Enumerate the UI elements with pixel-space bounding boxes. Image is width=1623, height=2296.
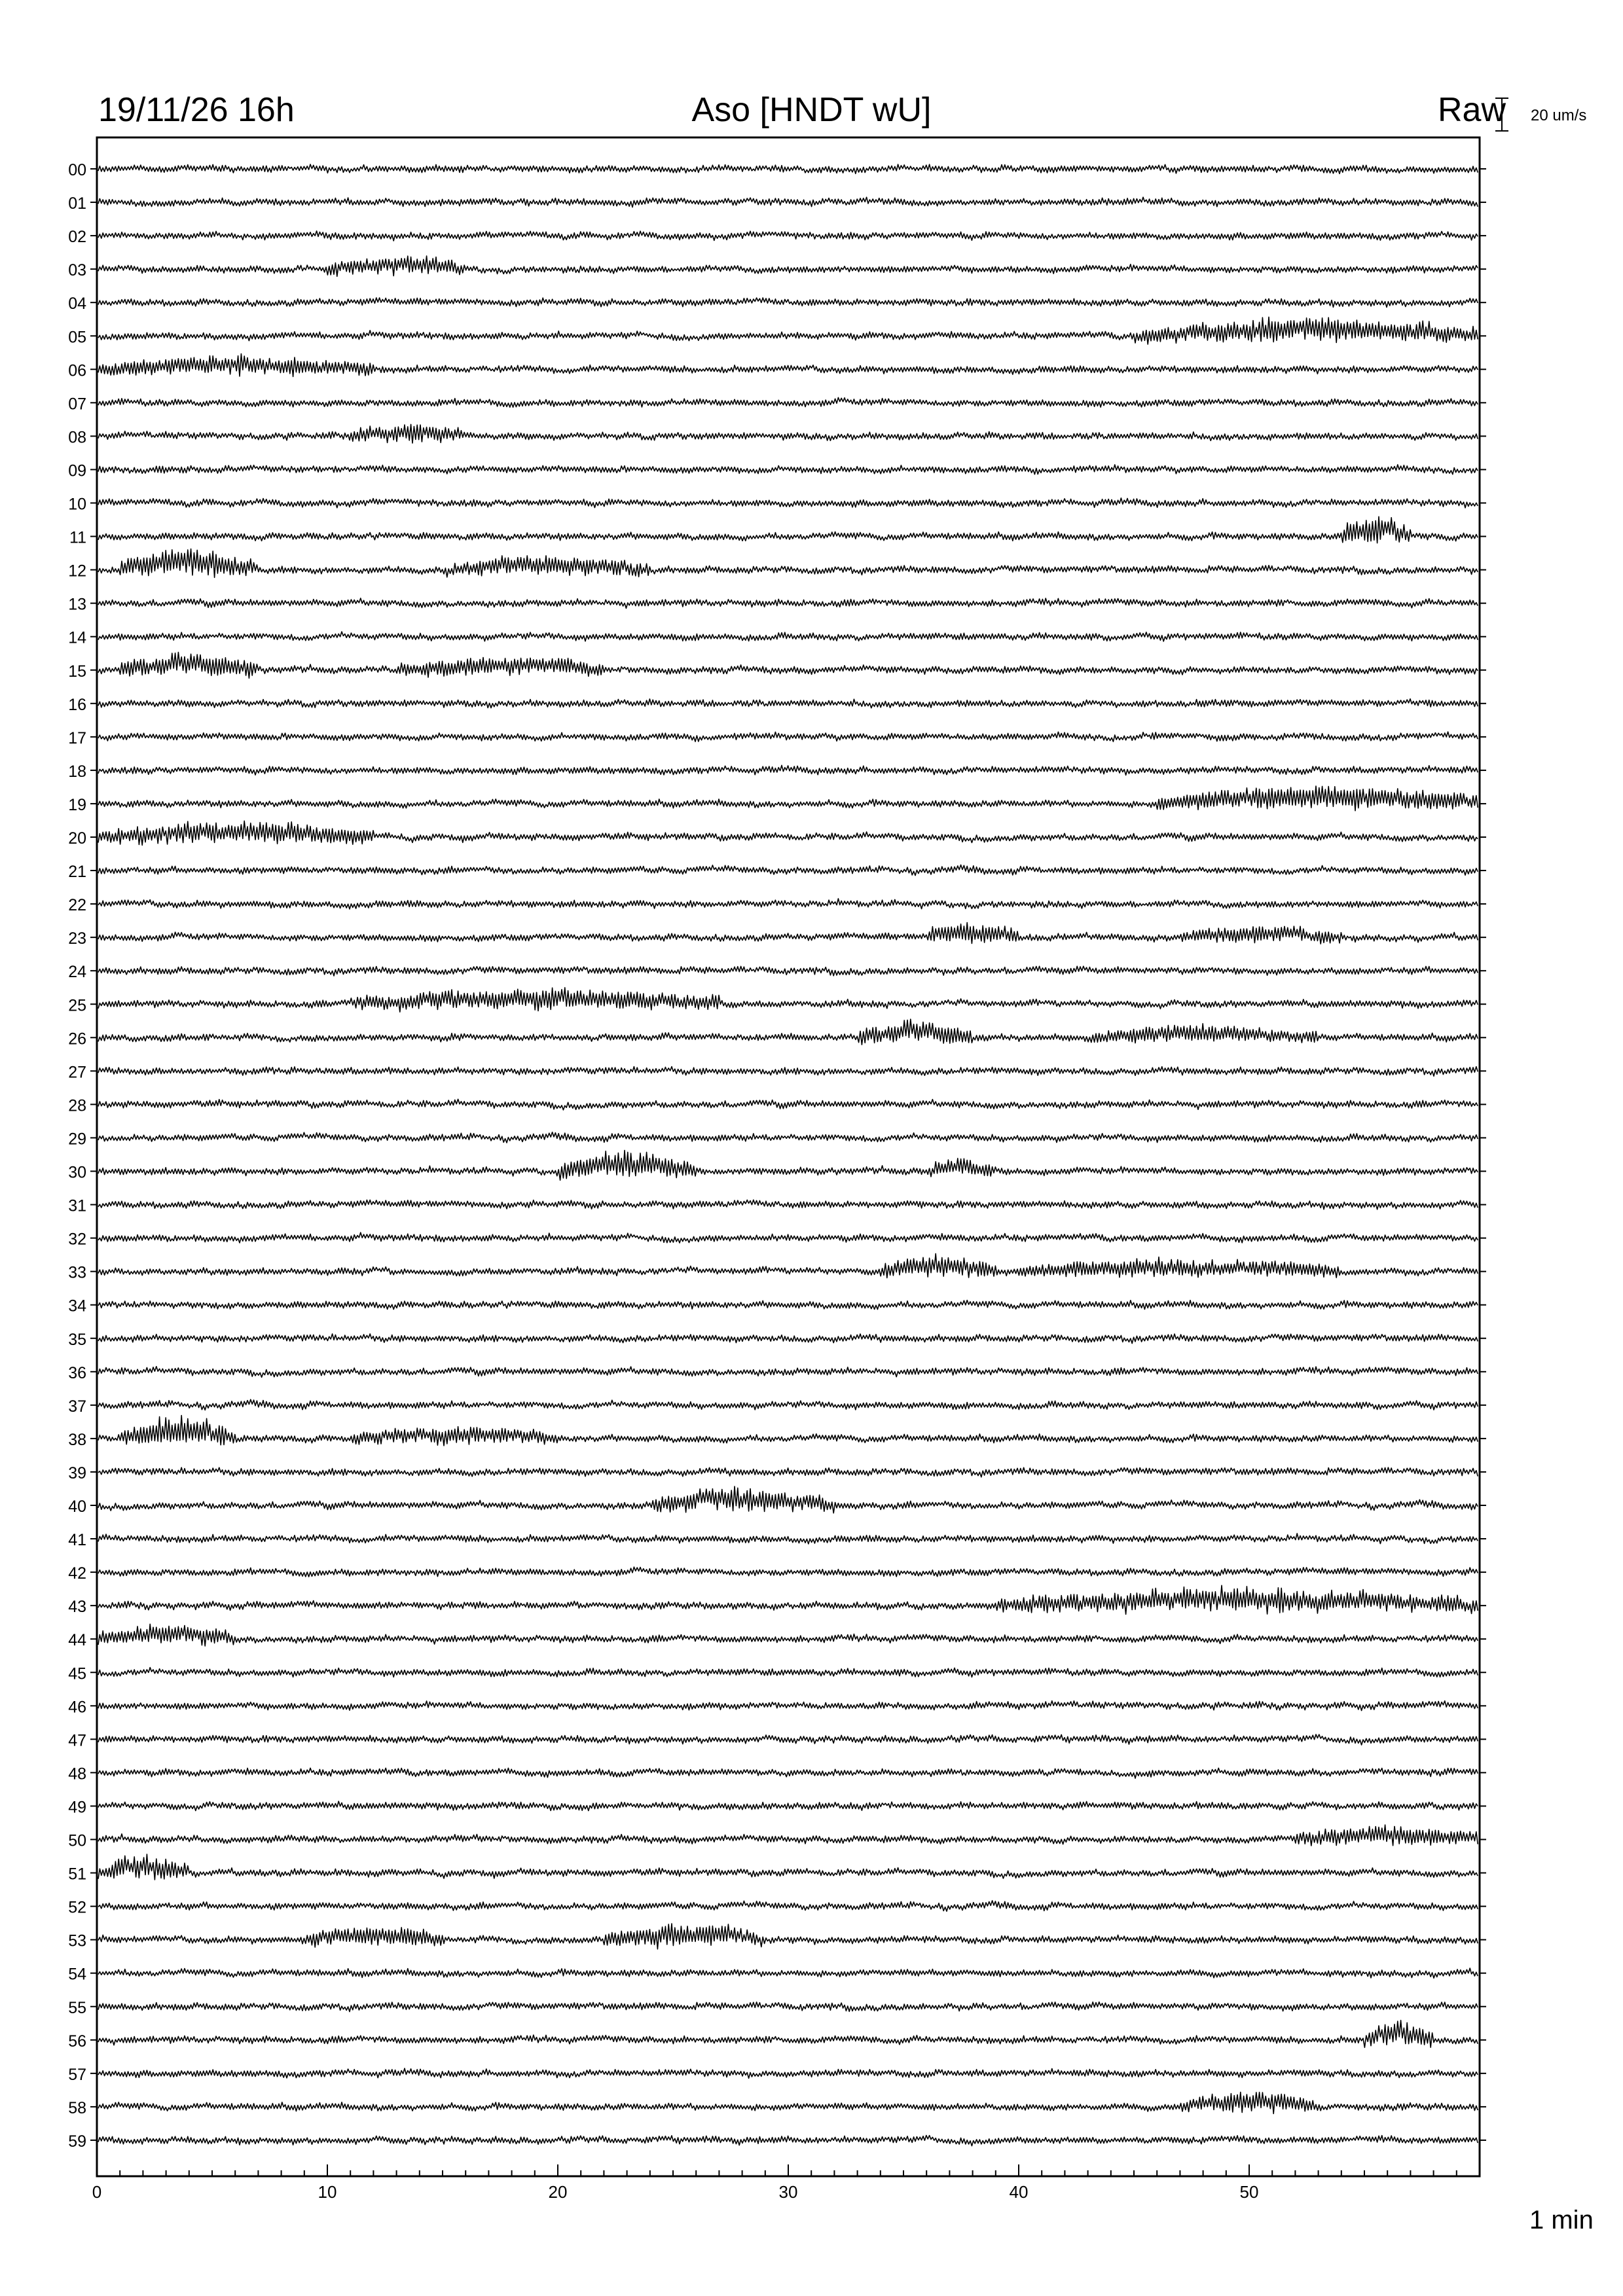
trace-row-27 bbox=[98, 1067, 1478, 1077]
row-label-05: 05 bbox=[68, 328, 86, 347]
row-label-58: 58 bbox=[68, 2098, 86, 2117]
trace-row-48 bbox=[98, 1768, 1478, 1778]
row-label-39: 39 bbox=[68, 1463, 86, 1482]
trace-row-39 bbox=[98, 1467, 1478, 1477]
row-label-14: 14 bbox=[68, 628, 86, 647]
x-tick-label: 50 bbox=[1239, 2182, 1259, 2202]
trace-row-22 bbox=[98, 899, 1478, 909]
x-axis-unit-label: 1 min bbox=[1529, 2206, 1594, 2234]
trace-row-56 bbox=[98, 2020, 1478, 2048]
trace-row-41 bbox=[98, 1534, 1478, 1544]
trace-row-21 bbox=[98, 865, 1478, 875]
row-label-19: 19 bbox=[68, 795, 86, 814]
row-label-32: 32 bbox=[68, 1230, 86, 1249]
row-label-17: 17 bbox=[68, 728, 86, 747]
trace-row-55 bbox=[98, 2002, 1478, 2012]
trace-row-25 bbox=[98, 988, 1478, 1012]
row-label-47: 47 bbox=[68, 1731, 86, 1750]
row-label-45: 45 bbox=[68, 1664, 86, 1683]
row-label-28: 28 bbox=[68, 1096, 86, 1115]
trace-row-13 bbox=[98, 598, 1478, 608]
trace-row-46 bbox=[98, 1701, 1478, 1711]
row-label-59: 59 bbox=[68, 2132, 86, 2151]
trace-row-32 bbox=[98, 1232, 1478, 1243]
x-tick-label: 30 bbox=[778, 2182, 798, 2202]
trace-row-44 bbox=[98, 1624, 1478, 1646]
trace-row-58 bbox=[98, 2092, 1478, 2114]
trace-row-26 bbox=[98, 1019, 1478, 1045]
row-label-07: 07 bbox=[68, 395, 86, 414]
trace-row-09 bbox=[98, 465, 1478, 475]
trace-row-28 bbox=[98, 1099, 1478, 1110]
trace-row-34 bbox=[98, 1300, 1478, 1310]
trace-row-53 bbox=[98, 1924, 1478, 1949]
trace-row-18 bbox=[98, 765, 1478, 775]
trace-row-05 bbox=[98, 317, 1478, 344]
date-hour-label: 19/11/26 16h bbox=[98, 91, 295, 129]
row-label-36: 36 bbox=[68, 1363, 86, 1382]
trace-row-54 bbox=[98, 1968, 1478, 1978]
trace-row-47 bbox=[98, 1734, 1478, 1745]
trace-row-52 bbox=[98, 1901, 1478, 1911]
row-label-57: 57 bbox=[68, 2065, 86, 2084]
trace-row-01 bbox=[98, 197, 1478, 207]
trace-row-59 bbox=[98, 2136, 1478, 2146]
trace-row-50 bbox=[98, 1825, 1478, 1846]
trace-row-02 bbox=[98, 231, 1478, 241]
row-label-13: 13 bbox=[68, 595, 86, 614]
row-label-51: 51 bbox=[68, 1865, 86, 1884]
trace-row-29 bbox=[98, 1132, 1478, 1143]
row-label-49: 49 bbox=[68, 1798, 86, 1817]
trace-row-23 bbox=[98, 923, 1478, 944]
row-label-35: 35 bbox=[68, 1330, 86, 1349]
x-tick-label: 0 bbox=[92, 2182, 102, 2202]
trace-row-20 bbox=[98, 821, 1478, 845]
trace-row-17 bbox=[98, 732, 1478, 742]
row-label-03: 03 bbox=[68, 261, 86, 280]
row-label-48: 48 bbox=[68, 1765, 86, 1784]
trace-row-19 bbox=[98, 786, 1478, 811]
row-label-23: 23 bbox=[68, 929, 86, 948]
trace-row-08 bbox=[98, 424, 1478, 443]
row-label-22: 22 bbox=[68, 896, 86, 915]
trace-row-00 bbox=[98, 164, 1478, 173]
row-label-30: 30 bbox=[68, 1163, 86, 1182]
row-label-34: 34 bbox=[68, 1297, 86, 1316]
mode-label: Raw bbox=[1438, 91, 1506, 129]
row-label-44: 44 bbox=[68, 1631, 86, 1650]
row-label-53: 53 bbox=[68, 1931, 86, 1950]
row-label-56: 56 bbox=[68, 2032, 86, 2051]
row-label-18: 18 bbox=[68, 762, 86, 781]
trace-row-45 bbox=[98, 1668, 1478, 1677]
row-label-02: 02 bbox=[68, 228, 86, 247]
row-label-46: 46 bbox=[68, 1698, 86, 1717]
trace-row-06 bbox=[98, 354, 1478, 377]
trace-row-38 bbox=[98, 1416, 1478, 1446]
row-label-50: 50 bbox=[68, 1831, 86, 1850]
x-tick-label: 40 bbox=[1009, 2182, 1029, 2202]
row-label-25: 25 bbox=[68, 996, 86, 1015]
row-label-38: 38 bbox=[68, 1430, 86, 1449]
row-label-54: 54 bbox=[68, 1965, 86, 1984]
trace-row-04 bbox=[98, 298, 1478, 307]
row-label-43: 43 bbox=[68, 1598, 86, 1617]
trace-row-07 bbox=[98, 397, 1478, 407]
trace-row-35 bbox=[98, 1334, 1478, 1344]
row-label-00: 00 bbox=[68, 161, 86, 179]
trace-row-31 bbox=[98, 1200, 1478, 1210]
row-label-52: 52 bbox=[68, 1898, 86, 1917]
row-label-09: 09 bbox=[68, 461, 86, 480]
trace-row-51 bbox=[98, 1854, 1478, 1880]
trace-row-40 bbox=[98, 1486, 1478, 1513]
row-label-08: 08 bbox=[68, 428, 86, 447]
row-label-21: 21 bbox=[68, 863, 86, 882]
row-label-12: 12 bbox=[68, 562, 86, 581]
row-label-33: 33 bbox=[68, 1263, 86, 1282]
trace-row-36 bbox=[98, 1367, 1478, 1378]
row-label-11: 11 bbox=[69, 528, 86, 547]
row-label-41: 41 bbox=[68, 1531, 86, 1550]
row-label-10: 10 bbox=[68, 495, 86, 514]
x-tick-label: 10 bbox=[318, 2182, 337, 2202]
row-label-42: 42 bbox=[68, 1564, 86, 1583]
trace-row-16 bbox=[98, 699, 1478, 708]
trace-row-30 bbox=[98, 1151, 1478, 1181]
row-label-20: 20 bbox=[68, 829, 86, 848]
row-label-31: 31 bbox=[68, 1196, 86, 1215]
amplitude-scale-label: 20 um/s bbox=[1531, 107, 1587, 124]
row-label-26: 26 bbox=[68, 1030, 86, 1049]
trace-row-12 bbox=[98, 549, 1478, 578]
row-label-27: 27 bbox=[68, 1063, 86, 1082]
trace-row-24 bbox=[98, 966, 1478, 976]
row-label-16: 16 bbox=[68, 695, 86, 714]
trace-row-15 bbox=[98, 653, 1478, 679]
trace-row-14 bbox=[98, 632, 1478, 641]
trace-row-57 bbox=[98, 2068, 1478, 2078]
row-label-06: 06 bbox=[68, 361, 86, 380]
x-tick-label: 20 bbox=[548, 2182, 568, 2202]
trace-row-43 bbox=[98, 1585, 1478, 1614]
row-label-40: 40 bbox=[68, 1498, 86, 1516]
row-label-29: 29 bbox=[68, 1130, 86, 1149]
row-label-37: 37 bbox=[68, 1397, 86, 1416]
trace-row-11 bbox=[98, 516, 1478, 543]
row-label-55: 55 bbox=[68, 1998, 86, 2017]
row-label-01: 01 bbox=[68, 194, 86, 213]
row-label-24: 24 bbox=[68, 963, 86, 982]
trace-row-37 bbox=[98, 1399, 1478, 1410]
row-label-04: 04 bbox=[68, 295, 86, 314]
trace-row-10 bbox=[98, 498, 1478, 508]
trace-row-33 bbox=[98, 1253, 1478, 1278]
row-label-15: 15 bbox=[68, 662, 86, 681]
trace-row-03 bbox=[98, 256, 1478, 276]
trace-row-42 bbox=[98, 1567, 1478, 1577]
station-title: Aso [HNDT wU] bbox=[691, 91, 932, 129]
trace-row-49 bbox=[98, 1801, 1478, 1810]
